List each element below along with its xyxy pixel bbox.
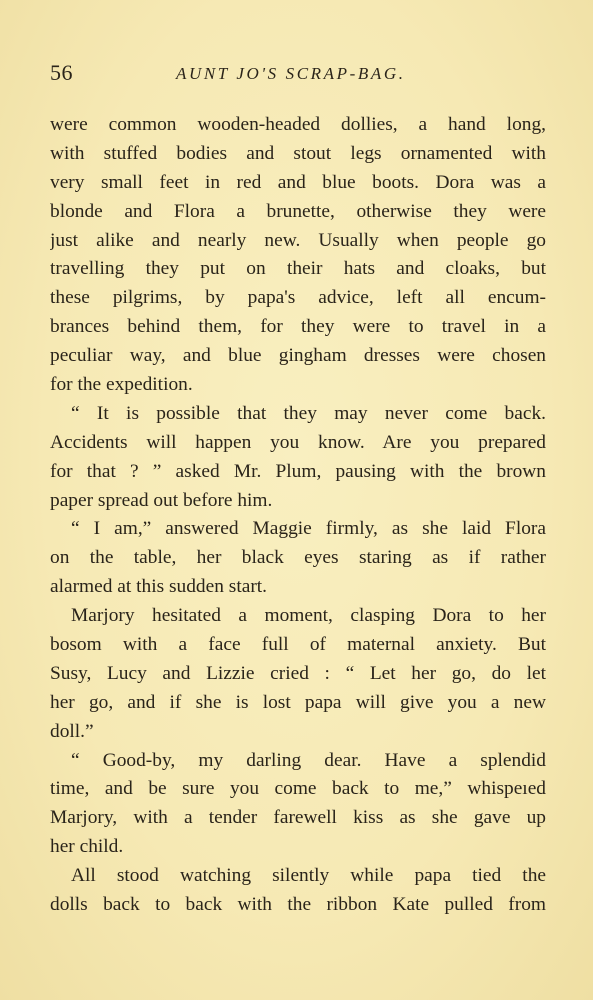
text-line: peculiar way, and blue gingham dresses were chosen — [50, 345, 546, 367]
text-line: Marjory hesitated a moment, clasping Dora to her — [71, 605, 546, 627]
text-line: her child. — [50, 836, 124, 858]
text-line: these pilgrims, by papa's advice, left all encum- — [50, 287, 546, 309]
text-line: Susy, Lucy and Lizzie cried : “ Let her go, do let — [50, 662, 546, 684]
page-number: 56 — [50, 60, 73, 85]
text-line: “ I am,” answered Maggie firmly, as she laid Flora — [71, 518, 546, 540]
text-line: for the expedition. — [50, 374, 193, 396]
text-line: dolls back to back with the ribbon Kate pulled from — [50, 894, 546, 916]
text-line: “ It is possible that they may never come back. — [71, 402, 546, 424]
text-line: were common wooden-headed dollies, a hand long, — [50, 114, 546, 135]
text-line: travelling they put on their hats and cloaks, but — [50, 258, 546, 280]
text-line: All stood watching silently while papa tied the — [71, 865, 546, 887]
text-line: very small feet in red and blue boots. Dora was a — [50, 171, 546, 193]
text-line: alarmed at this sudden start. — [50, 576, 268, 598]
text-line: blonde and Flora a brunette, otherwise they were — [50, 200, 546, 222]
text-line: her go, and if she is lost papa will give you a new — [50, 691, 546, 713]
text-line: on the table, her black eyes staring as if rather — [50, 547, 546, 569]
text-line: time, and be sure you come back to me,” whispeıed — [50, 778, 546, 800]
text-line: “ Good-by, my darling dear. Have a splendid — [71, 749, 546, 771]
text-line: Marjory, with a tender farewell kiss as she gave up — [50, 807, 546, 829]
body-text — [50, 111, 546, 920]
text-line: bosom with a face full of maternal anxiety. But — [50, 634, 546, 656]
text-line: with stuffed bodies and stout legs ornamented with — [50, 142, 546, 164]
running-head — [0, 60, 593, 90]
text-line: for that ? ” asked Mr. Plum, pausing with the brown — [50, 460, 546, 482]
text-line: brances behind them, for they were to travel in a — [50, 316, 546, 338]
text-line: paper spread out before him. — [50, 489, 273, 511]
running-title: AUNT JO'S SCRAP-BAG. — [176, 64, 406, 83]
text-line: just alike and nearly new. Usually when people go — [50, 229, 546, 251]
text-line: doll.” — [50, 720, 94, 742]
text-line: Accidents will happen you know. Are you prepared — [50, 431, 546, 453]
